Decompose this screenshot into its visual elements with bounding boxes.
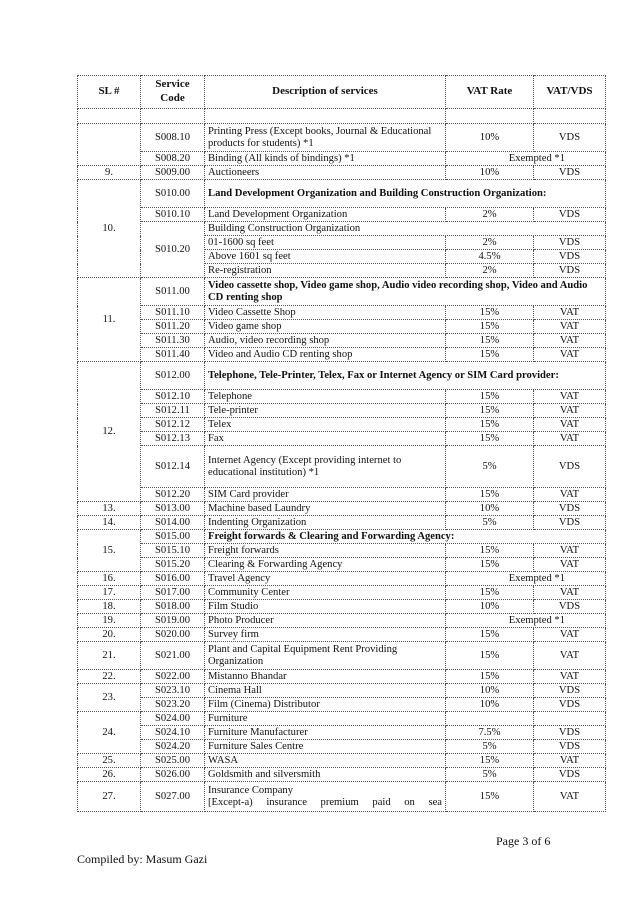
vds-cell: VAT [534,544,606,558]
rate-cell: 10% [446,124,534,152]
vds-cell: VAT [534,754,606,768]
description-line: [Except-a) insurance premium paid on sea [208,796,442,808]
rate-cell: 2% [446,264,534,278]
vds-cell: VDS [534,768,606,782]
sl-cell: 17. [78,586,141,600]
table-row [78,572,606,586]
rate-cell: 15% [446,306,534,320]
vds-cell: VDS [534,264,606,278]
section-heading: Freight forwards & Clearing and Forwarding Agency: [205,530,606,544]
sl-cell: 23. [78,684,141,712]
description-cell: Binding (All kinds of bindings) *1 [205,152,446,166]
sl-cell: 15. [78,530,141,572]
header-vat-vds: VAT/VDS [534,76,606,109]
vds-cell: VDS [534,446,606,488]
description-cell: Furniture Sales Centre [205,740,446,754]
sl-cell: 9. [78,166,141,180]
rate-cell: 7.5% [446,726,534,740]
rate-cell: 15% [446,782,534,812]
description-cell: Telephone [205,390,446,404]
description-cell: Printing Press (Except books, Journal & Educational products for students) *1 [205,124,446,152]
vds-cell: VAT [534,418,606,432]
code-cell: S012.14 [141,446,205,488]
sl-cell: 16. [78,572,141,586]
rate-cell: 15% [446,628,534,642]
table-row [78,628,606,642]
vds-cell: VAT [534,558,606,572]
rate-cell: 10% [446,684,534,698]
code-cell: S011.30 [141,334,205,348]
table-row [78,208,606,222]
description-cell: Furniture Manufacturer [205,726,446,740]
rate-cell: 15% [446,404,534,418]
description-cell: 01-1600 sq feet [205,236,446,250]
table-row [78,726,606,740]
vds-cell: VAT [534,390,606,404]
rate-cell: 5% [446,516,534,530]
description-cell: Video and Audio CD renting shop [205,348,446,362]
code-cell: S015.10 [141,544,205,558]
header-description: Description of services [205,76,446,109]
table-row [78,348,606,362]
code-cell: S012.20 [141,488,205,502]
rate-cell: 15% [446,642,534,670]
table-row [78,418,606,432]
sl-cell: 24. [78,712,141,754]
rate-cell [446,712,534,726]
code-cell: S011.20 [141,320,205,334]
code-cell: S010.00 [141,180,205,208]
sl-cell: 13. [78,502,141,516]
vds-cell: VAT [534,642,606,670]
description-cell: Re-registration [205,264,446,278]
sl-cell: 21. [78,642,141,670]
rate-cell: 15% [446,670,534,684]
code-cell: S008.10 [141,124,205,152]
code-cell: S010.20 [141,222,205,278]
code-cell: S023.10 [141,684,205,698]
code-cell: S012.11 [141,404,205,418]
table-row [78,614,606,628]
table-row [78,558,606,572]
rate-cell: 15% [446,390,534,404]
vds-cell: VAT [534,404,606,418]
sl-cell: 11. [78,278,141,362]
code-cell: S024.10 [141,726,205,740]
code-cell: S015.00 [141,530,205,544]
section-heading: Telephone, Tele-Printer, Telex, Fax or Internet Agency or SIM Card provider: [205,362,606,390]
vds-cell: VAT [534,320,606,334]
code-cell: S024.00 [141,712,205,726]
table-row [78,180,606,208]
vds-cell: VDS [534,208,606,222]
table-row [78,768,606,782]
rate-cell: 15% [446,334,534,348]
table-row [78,446,606,488]
code-cell: S016.00 [141,572,205,586]
rate-cell: 15% [446,348,534,362]
rate-cell: 15% [446,586,534,600]
header-sl: SL # [78,76,141,109]
vds-cell: VDS [534,124,606,152]
table-row [78,152,606,166]
rate-cell: 15% [446,418,534,432]
code-cell: S020.00 [141,628,205,642]
table-row [78,502,606,516]
description-cell: Mistanno Bhandar [205,670,446,684]
rate-cell: 15% [446,320,534,334]
rate-cell: 2% [446,208,534,222]
vds-cell: VDS [534,698,606,712]
vds-cell: VAT [534,782,606,812]
description-line: Insurance Company [208,784,294,796]
vds-cell: VDS [534,502,606,516]
code-cell: S012.10 [141,390,205,404]
table-row [78,278,606,306]
vds-cell: VAT [534,488,606,502]
description-cell: Building Construction Organization [205,222,606,236]
description-cell: Survey firm [205,628,446,642]
sl-cell [78,109,141,124]
rate-cell: 5% [446,740,534,754]
compiled-by: Compiled by: Masum Gazi [77,852,208,866]
code-cell: S008.20 [141,152,205,166]
description-cell: Audio, video recording shop [205,334,446,348]
rate-cell: Exempted *1 [446,152,606,166]
description-cell [205,782,446,812]
vds-cell: VAT [534,586,606,600]
rate-cell: 10% [446,698,534,712]
section-heading: Land Development Organization and Building Construction Organization: [205,180,606,208]
description-cell: Internet Agency (Except providing internet to educational institution) *1 [205,446,446,488]
code-cell: S009.00 [141,166,205,180]
vds-cell: VDS [534,740,606,754]
description-cell: Video Cassette Shop [205,306,446,320]
sl-cell: 20. [78,628,141,642]
description-cell: Freight forwards [205,544,446,558]
description-cell: Auctioneers [205,166,446,180]
vds-cell: VAT [534,348,606,362]
code-cell [141,109,205,124]
table-row [78,404,606,418]
vds-cell [534,109,606,124]
rate-cell: Exempted *1 [446,614,606,628]
rate-cell: 15% [446,544,534,558]
code-cell: S022.00 [141,670,205,684]
vds-cell: VDS [534,166,606,180]
vds-cell [534,712,606,726]
table-row [78,754,606,768]
description-cell: Film Studio [205,600,446,614]
description-cell: Furniture [205,712,446,726]
table-row [78,222,606,236]
description-cell: SIM Card provider [205,488,446,502]
table-row [78,166,606,180]
code-cell: S019.00 [141,614,205,628]
table-row [78,684,606,698]
code-cell: S013.00 [141,502,205,516]
sl-cell: 18. [78,600,141,614]
sl-cell: 27. [78,782,141,812]
code-cell: S012.00 [141,362,205,390]
rate-cell: 15% [446,488,534,502]
table-row [78,109,606,124]
description-cell: Travel Agency [205,572,446,586]
table-row [78,600,606,614]
table-row [78,670,606,684]
code-cell: S024.20 [141,740,205,754]
vds-cell: VAT [534,334,606,348]
sl-cell: 22. [78,670,141,684]
description-cell: Goldsmith and silversmith [205,768,446,782]
code-cell: S012.12 [141,418,205,432]
table-row [78,740,606,754]
vds-cell: VDS [534,684,606,698]
sl-cell: 19. [78,614,141,628]
code-cell: S021.00 [141,642,205,670]
table-row [78,488,606,502]
description-cell: Community Center [205,586,446,600]
table-row [78,642,606,670]
vds-cell: VDS [534,516,606,530]
table-row [78,362,606,390]
table-row [78,530,606,544]
description-cell: Photo Producer [205,614,446,628]
table-row [78,712,606,726]
code-cell: S027.00 [141,782,205,812]
rate-cell: 10% [446,502,534,516]
sl-cell [78,124,141,166]
rate-cell: 15% [446,754,534,768]
rate-cell: 2% [446,236,534,250]
description-cell: Fax [205,432,446,446]
description-cell: Above 1601 sq feet [205,250,446,264]
table-row [78,782,606,812]
code-cell: S017.00 [141,586,205,600]
description-cell: Machine based Laundry [205,502,446,516]
code-cell: S014.00 [141,516,205,530]
description-cell: Plant and Capital Equipment Rent Providing Organization [205,642,446,670]
vds-cell: VDS [534,726,606,740]
description-cell: Cinema Hall [205,684,446,698]
vds-cell: VAT [534,628,606,642]
rate-cell: 15% [446,558,534,572]
section-heading: Video cassette shop, Video game shop, Audio video recording shop, Video and Audio CD renting shop [205,278,606,306]
description-cell: Film (Cinema) Distributor [205,698,446,712]
page-number: Page 3 of 6 [496,834,551,848]
description-cell: Land Development Organization [205,208,446,222]
table-row [78,306,606,320]
code-cell: S011.10 [141,306,205,320]
table-row [78,544,606,558]
code-cell: S010.10 [141,208,205,222]
table-row [78,698,606,712]
rate-cell [446,109,534,124]
header-service-code: Service Code [141,76,205,109]
table-row [78,320,606,334]
rate-cell: 5% [446,446,534,488]
sl-cell: 10. [78,180,141,278]
description-cell: Video game shop [205,320,446,334]
code-cell: S018.00 [141,600,205,614]
code-cell: S011.00 [141,278,205,306]
sl-cell: 25. [78,754,141,768]
rate-cell: 10% [446,166,534,180]
rate-cell: 5% [446,768,534,782]
sl-cell: 12. [78,362,141,502]
table-row [78,432,606,446]
description-cell: Indenting Organization [205,516,446,530]
code-cell: S026.00 [141,768,205,782]
description-cell: Telex [205,418,446,432]
header-vat-rate: VAT Rate [446,76,534,109]
rate-cell: 4.5% [446,250,534,264]
description-cell: WASA [205,754,446,768]
sl-cell: 26. [78,768,141,782]
description-cell [205,109,446,124]
vds-cell: VDS [534,236,606,250]
code-cell: S015.20 [141,558,205,572]
rate-cell: 10% [446,600,534,614]
code-cell: S023.20 [141,698,205,712]
rate-cell: Exempted *1 [446,572,606,586]
table-row [78,334,606,348]
rate-cell: 15% [446,432,534,446]
vds-cell: VAT [534,432,606,446]
vds-cell: VAT [534,306,606,320]
table-row [78,516,606,530]
vat-services-table [77,75,606,812]
vds-cell: VDS [534,600,606,614]
description-cell: Clearing & Forwarding Agency [205,558,446,572]
sl-cell: 14. [78,516,141,530]
table-header-row [78,76,606,109]
code-cell: S025.00 [141,754,205,768]
table-row [78,586,606,600]
vds-cell: VAT [534,670,606,684]
code-cell: S012.13 [141,432,205,446]
table-row [78,390,606,404]
vds-cell: VDS [534,250,606,264]
table-row [78,124,606,152]
code-cell: S011.40 [141,348,205,362]
description-cell: Tele-printer [205,404,446,418]
